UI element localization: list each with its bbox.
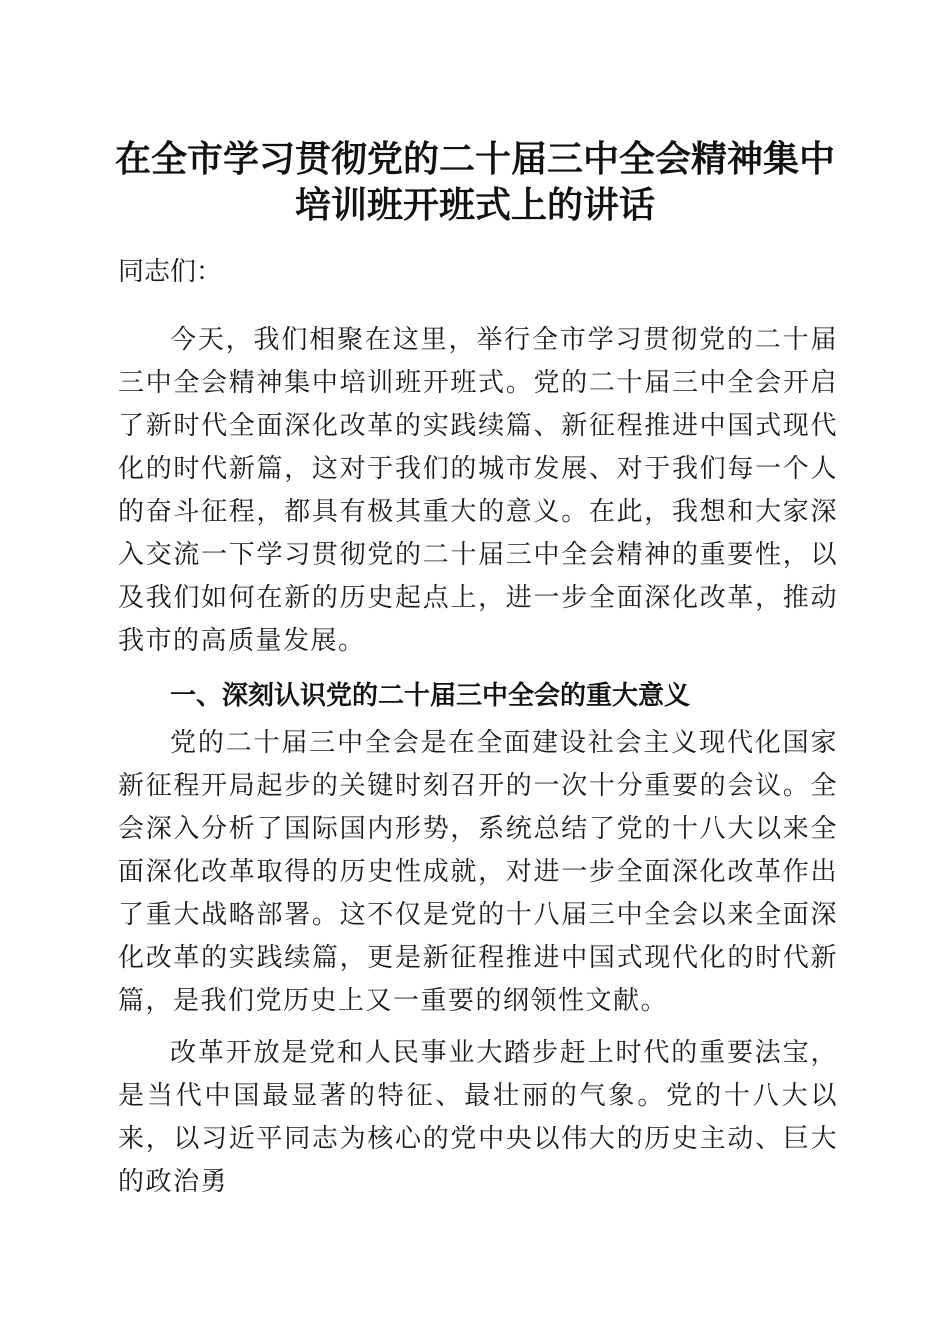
section-heading: 一、深刻认识党的二十届三中全会的重大意义	[170, 681, 691, 711]
document-title-line-2: 培训班开班式上的讲话	[294, 184, 655, 226]
document-title-line-1: 在全市学习贯彻党的二十届三中全会精神集中	[114, 138, 835, 180]
salutation: 同志们：	[118, 257, 223, 287]
section-paragraph-1: 党的二十届三中全会是在全面建设社会主义现代化国家新征程开局起步的关键时刻召开的一次十分重要的会议。全会深入分析了国际国内形势，系统总结了党的十八大以来全面深化改革取得的历史性成就，对进一步全面深化改革作出了重大战略部署。这不仅是党的十八届三中全会以来全面深化改革的实践续篇，更是新征程推进中国式现代化的时代新篇，是我们党历史上又一重要的纲领性文献。	[118, 728, 838, 1016]
section-paragraph-2: 改革开放是党和人民事业大踏步赶上时代的重要法宝，是当代中国最显著的特征、最壮丽的气象。党的十八大以来，以习近平同志为核心的党中央以伟大的历史主动、巨大的政治勇	[118, 1038, 838, 1197]
intro-paragraph: 今天，我们相聚在这里，举行全市学习贯彻党的二十届三中全会精神集中培训班开班式。党的二十届三中全会开启了新时代全面深化改革的实践续篇、新征程推进中国式现代化的时代新篇，这对于我们的城市发展、对于我们每一个人的奋斗征程，都具有极其重大的意义。在此，我想和大家深入交流一下学习贯彻党的二十届三中全会精神的重要性，以及我们如何在新的历史起点上，进一步全面深化改革，推动我市的高质量发展。	[118, 325, 838, 656]
